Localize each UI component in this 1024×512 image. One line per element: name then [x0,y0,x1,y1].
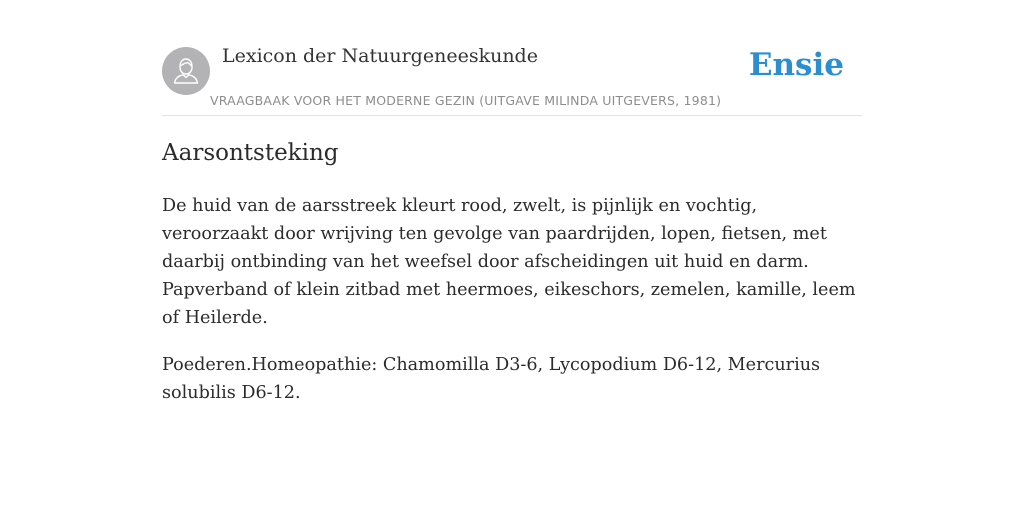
brand-logo[interactable]: Ensie [748,47,844,83]
entry-body [162,192,862,426]
source-subtitle: VRAAGBAAK VOOR HET MODERNE GEZIN (UITGAVE MILINDA UITGEVERS, 1981) [210,93,722,108]
source-header [162,0,862,116]
source-title[interactable]: Lexicon der Natuurgeneeskunde [222,45,538,67]
page-container [162,0,862,403]
entry-paragraph: De huid van de aarsstreek kleurt rood, zwelt, is pijnlijk en vochtig, veroorzaakt door wrijving ten gevolge van paardrijden, lopen, fietsen, met daarbij ontbinding van het weefsel door afscheidingen uit huid en darm. Papverband of klein zitbad met heermoes, eikeschors, zemelen, kamille, leem of Heilerde. [162,196,856,328]
entry-paragraph: Poederen.Homeopathie: Chamomilla D3-6, Lycopodium D6-12, Mercurius solubilis D6-12. [162,355,821,403]
user-silhouette-icon [162,47,210,95]
avatar[interactable] [162,47,210,95]
entry-title: Aarsontsteking [162,140,339,166]
